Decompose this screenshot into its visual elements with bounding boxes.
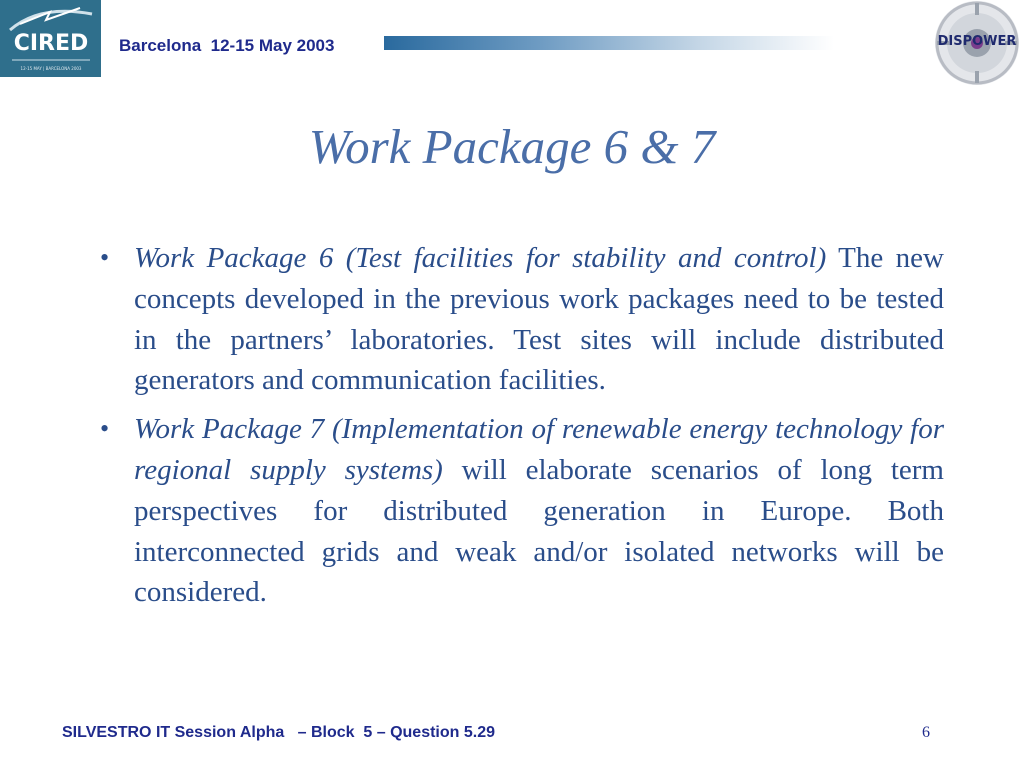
bullet-marker: • (100, 414, 110, 444)
slide-title: Work Package 6 & 7 (308, 119, 716, 174)
page-number: 6 (922, 724, 930, 741)
bullet-lead: Work Package 6 (Test facilities for stability and control) (134, 242, 827, 274)
bullet-text: will elaborate scenarios of long term perspectives for distributed generation in Europe. Both interconnected grids and weak and/or isolated networks will be considered. (134, 453, 944, 609)
dispower-logo-text: DISPOWER (937, 34, 1017, 49)
event-date-location: Barcelona 12-15 May 2003 (119, 36, 335, 55)
bullet-work-package-7 (96, 409, 944, 613)
header-gradient-bar (384, 36, 834, 50)
bullet-marker: • (100, 243, 110, 272)
bullet-text: The new concepts developed in the previous work packages need to be tested in the partners’ laboratories. Test sites will include distributed generators and communication facilities. (134, 242, 944, 397)
footer-session-info: SILVESTRO IT Session Alpha – Block 5 – Question 5.29 (62, 724, 496, 741)
bullet-work-package-6 (96, 238, 944, 401)
dispower-logo (932, 0, 1022, 88)
cired-logo (0, 0, 101, 77)
cired-logo-text: CIRED (13, 31, 89, 56)
bullet-lead: Work Package 7 (Implementation of renewable energy technology for regional supply systems) (134, 413, 944, 486)
slide-body (96, 238, 944, 621)
cired-logo-subtext: 12-15 MAY | BARCELONA 2003 (20, 66, 82, 71)
